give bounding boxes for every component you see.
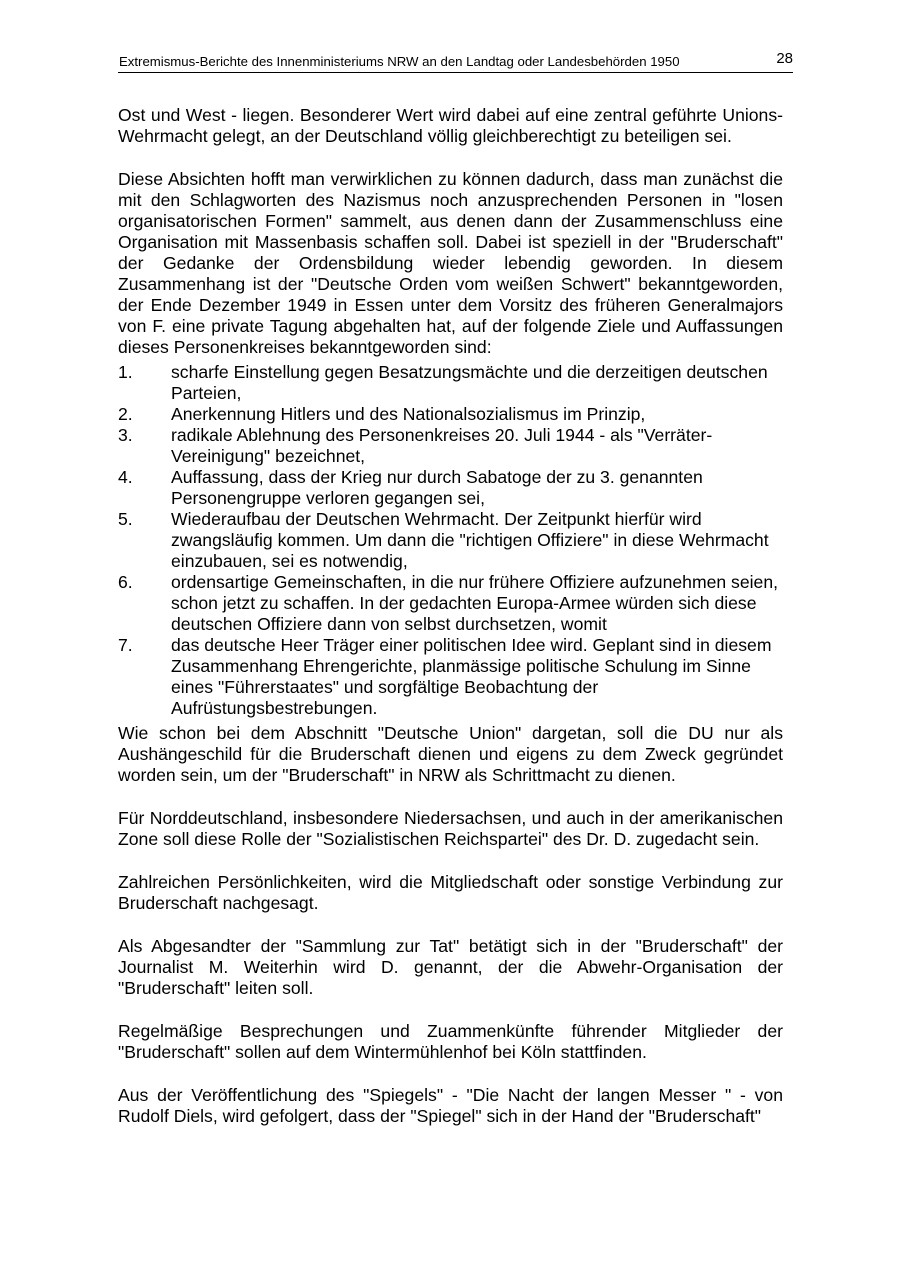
header-title: Extremismus-Berichte des Innenministeriums NRW an den Landtag oder Landesbehörden 1950 [119, 54, 680, 69]
page-header [118, 51, 793, 73]
goals-list [118, 362, 783, 719]
paragraph: Diese Absichten hofft man verwirklichen zu können dadurch, dass man zunächst die mit den Schlagworten des Nazismus noch anzusprechenden Personen in "losen organisatorischen Formen" sammelt, aus denen dann der Zusammenschluss eine Organisation mit Massenbasis schaffen soll. Dabei ist speziell in der "Bruderschaft" der Gedanke der Ordensbildung wieder lebendig geworden. In diesem Zusammenhang ist der "Deutsche Orden vom weißen Schwert" bekanntgeworden, der Ende Dezember 1949 in Essen unter dem Vorsitz des früheren Generalmajors von F. eine private Tagung abgehalten hat, auf der folgende Ziele und Auffassungen dieses Personenkreises bekanntgeworden sind: [118, 169, 783, 357]
paragraph: Für Norddeutschland, insbesondere Niedersachsen, und auch in der amerikanischen Zone soll diese Rolle der "Sozialistischen Reichspartei" des Dr. D. zugedacht sein. [118, 808, 783, 849]
paragraph: Wie schon bei dem Abschnitt "Deutsche Union" dargetan, soll die DU nur als Aushängeschild für die Bruderschaft dienen und eigens zu dem Zweck gegründet worden sein, um der "Bruderschaft" in NRW als Schrittmacht zu dienen. [118, 723, 783, 785]
list-number: 5. [118, 509, 133, 529]
list-number: 1. [118, 362, 133, 382]
list-number: 6. [118, 572, 133, 592]
paragraph: Zahlreichen Persönlichkeiten, wird die Mitgliedschaft oder sonstige Verbindung zur Bruderschaft nachgesagt. [118, 872, 783, 913]
list-text: das deutsche Heer Träger einer politischen Idee wird. Geplant sind in diesem Zusammenhang Ehrengerichte, planmässige politische Schulung im Sinne eines "Führerstaates" und sorgfältige Beobachtung der Aufrüstungsbestrebungen. [171, 635, 772, 718]
list-number: 2. [118, 404, 133, 424]
body-text [118, 105, 783, 1149]
list-text: radikale Ablehnung des Personenkreises 20. Juli 1944 - als "Verräter-Vereinigung" bezeichnet, [171, 425, 713, 466]
list-item [118, 362, 783, 404]
list-item [118, 635, 783, 719]
list-item [118, 404, 783, 425]
paragraph: Regelmäßige Besprechungen und Zuammenkünfte führender Mitglieder der "Bruderschaft" sollen auf dem Wintermühlenhof bei Köln stattfinden. [118, 1021, 783, 1062]
list-item [118, 572, 783, 635]
list-text: Wiederaufbau der Deutschen Wehrmacht. Der Zeitpunkt hierfür wird zwangsläufig kommen. Um dann die "richtigen Offiziere" in diese Wehrmacht einzubauen, sei es notwendig, [171, 509, 769, 571]
list-number: 4. [118, 467, 133, 487]
page-number: 28 [776, 50, 793, 67]
paragraph: Ost und West - liegen. Besonderer Wert wird dabei auf eine zentral geführte Unions-Wehrmacht gelegt, an der Deutschland völlig gleichberechtigt zu beteiligen sei. [118, 105, 783, 146]
list-number: 7. [118, 635, 133, 655]
list-text: ordensartige Gemeinschaften, in die nur frühere Offiziere aufzunehmen seien, schon jetzt zu schaffen. In der gedachten Europa-Armee würden sich diese deutschen Offiziere dann von selbst durchsetzen, womit [171, 572, 779, 634]
list-item [118, 509, 783, 572]
list-text: Auffassung, dass der Krieg nur durch Sabatoge der zu 3. genannten Personengruppe verloren gegangen sei, [171, 467, 703, 508]
list-item [118, 467, 783, 509]
list-text: Anerkennung Hitlers und des Nationalsozialismus im Prinzip, [171, 404, 646, 424]
paragraph: Aus der Veröffentlichung des "Spiegels" - "Die Nacht der langen Messer " - von Rudolf Diels, wird gefolgert, dass der "Spiegel" sich in der Hand der "Bruderschaft" [118, 1085, 783, 1126]
paragraph: Als Abgesandter der "Sammlung zur Tat" betätigt sich in der "Bruderschaft" der Journalist M. Weiterhin wird D. genannt, der die Abwehr-Organisation der "Bruderschaft" leiten soll. [118, 936, 783, 998]
list-number: 3. [118, 425, 133, 445]
list-item [118, 425, 783, 467]
list-text: scharfe Einstellung gegen Besatzungsmächte und die derzeitigen deutschen Parteien, [171, 362, 768, 403]
